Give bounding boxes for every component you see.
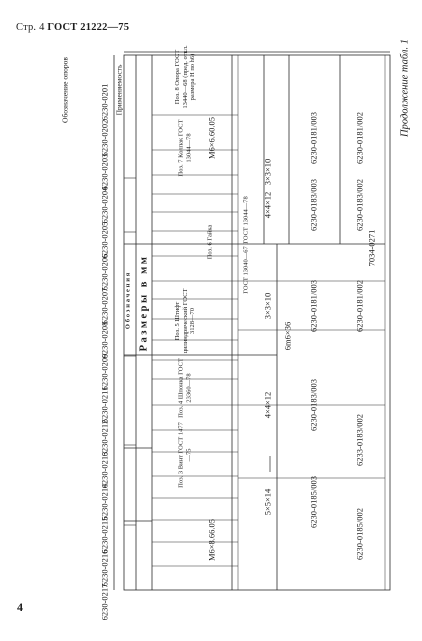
cell-pos4-b: 4×4×12: [262, 191, 273, 219]
table-row: 6230-0206: [99, 253, 110, 291]
continuation-label: Продолжение табл. 1: [399, 39, 411, 137]
cell-pos4-a: 3×3×10: [262, 158, 273, 186]
cell-pos7-e: 6230-0185/002: [354, 508, 365, 560]
cell-pos3-a: М6×6.60.05: [206, 116, 217, 160]
applicability-header: Применяемость: [114, 64, 124, 116]
table-row: 6230-0202: [99, 119, 110, 157]
cell-pos7-a: 6230-0181/002: [354, 112, 365, 164]
pos6-header: Поз. 6 Гайка: [206, 224, 214, 260]
cell-pos6-b: 6230-0183/003: [308, 179, 319, 231]
designations-header: Обозначения: [124, 270, 132, 330]
pos6-gost2: ГОСТ 13040—67: [242, 246, 250, 294]
table-row: 6230-0205: [99, 221, 110, 259]
table-row: 6230-0203: [99, 153, 110, 191]
pos5-header: Поз. 5 Штифт цилиндрический ГОСТ 3128—70: [173, 288, 196, 354]
designation-header: Обозначение опоров: [60, 57, 70, 123]
cell-pos5: 6m6×36: [282, 321, 293, 351]
table-row: 6230-0211: [99, 386, 110, 424]
page-number: 4: [17, 600, 23, 614]
pos7-header: Поз. 7 Колпак ГОСТ 13044—78: [177, 119, 192, 177]
cell-pos6-e: 6230-0185/003: [308, 476, 319, 528]
pos6-gost1: ГОСТ 13044—78: [242, 196, 250, 244]
header-page-prefix: Стр. 4: [16, 22, 45, 33]
cell-pos6-a: 6230-0181/003: [308, 112, 319, 164]
cell-pos7-d: 6233-0183/002: [354, 414, 365, 466]
table-row: 6230-0212: [99, 419, 110, 457]
table-row: 6230-0201: [99, 83, 110, 121]
cell-pos8: 7034-0271: [366, 229, 377, 267]
cell-pos7-b: 6230-0183/002: [354, 179, 365, 231]
table-row: 6230-0204: [99, 186, 110, 224]
table-row: 6230-0208: [99, 321, 110, 359]
cell-pos4-c: 3×3×10: [262, 292, 273, 320]
cell-pos6-c: 6230-0181/003: [308, 280, 319, 332]
cell-pos6-d: 6230-0183/003: [308, 379, 319, 431]
table-row: 6230-0213: [99, 451, 110, 489]
header-standard: ГОСТ 21222—75: [47, 22, 130, 33]
cell-pos4-d: 4×4×12: [262, 391, 273, 419]
table-row: 6230-0207: [99, 287, 110, 325]
pos8-header: Поз. 8 Опора ГОСТ 13440—68 (пред. откл. размера Н по h6): [173, 45, 196, 109]
cell-pos3-b: М6×8.66.05: [206, 518, 217, 562]
table-row: 6230-0215: [99, 516, 110, 554]
cell-pos4-e: 5×5×14: [262, 488, 273, 516]
pos4-header: Поз. 4 Шпонка ГОСТ 23360—78: [177, 358, 192, 418]
table-row: 6230-0217: [99, 583, 110, 621]
table-row: 6230-0216: [99, 549, 110, 587]
cell-pos7-c: 6230-0181/002: [354, 280, 365, 332]
table-row: 6230-0209: [99, 353, 110, 391]
dimensions-header: Размеры в мм: [138, 254, 150, 352]
table-row: 6230-0214: [99, 483, 110, 521]
pos3-header: Поз. 3 Винт ГОСТ 1477—75: [177, 422, 192, 488]
